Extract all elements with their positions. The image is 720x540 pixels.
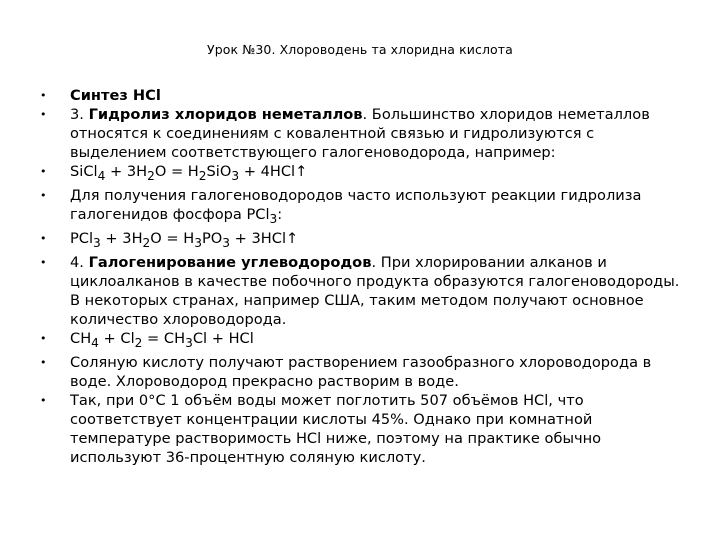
bullet-phosphorus-halides: • Для получения галогеноводородов часто используют реакции гидролиза галогенидов фосфора PCl$_3$:	[40, 186, 690, 229]
slide-title: Урок №30. Хлороводень та хлоридна кислота	[207, 42, 513, 57]
bullet-synthesis-heading: • Синтез HCl	[40, 86, 690, 105]
bullet-equation-ch4: • $CH_4 + Cl_2 = CH_3Cl$ + HCl	[40, 329, 690, 353]
bullet-solubility: • Так, при 0°С 1 объём воды может поглотить 507 объёмов HCl, что соответствует концентрации кислоты 45%. Однако при комнатной температуре растворимость HCl ниже, поэтому на практике обычно используют 36-процентную соляную кислоту.	[40, 391, 690, 467]
bullet-equation-pcl3: • $PCl_3 + 3H_2O = H_3PO_3$ + 3HCl↑	[40, 229, 690, 253]
bullet-hydrolysis-text: • 3. Гидролиз хлоридов неметаллов. Большинство хлоридов неметаллов относятся к соединениям с ковалентной связью и гидролизуются с выделением соответствующего галогеноводорода, например:	[40, 105, 690, 162]
bullet-equation-sicl4: • SiCl$_4$ + $3H_2O = H_2SiO_3$ + 4HCl↑	[40, 162, 690, 186]
bullet-hydrochloric-acid: • Соляную кислоту получают растворением газообразного хлороводорода в воде. Хлороводород прекрасно растворим в воде.	[40, 353, 690, 391]
bullet-list	[40, 86, 690, 467]
bullet-halogenation-text: • 4. Галогенирование углеводородов. При хлорировании алканов и циклоалканов в качестве побочного продукта образуются галогеноводороды. В некоторых странах, например США, таким методом получают основное количество хлороводорода.	[40, 253, 690, 329]
